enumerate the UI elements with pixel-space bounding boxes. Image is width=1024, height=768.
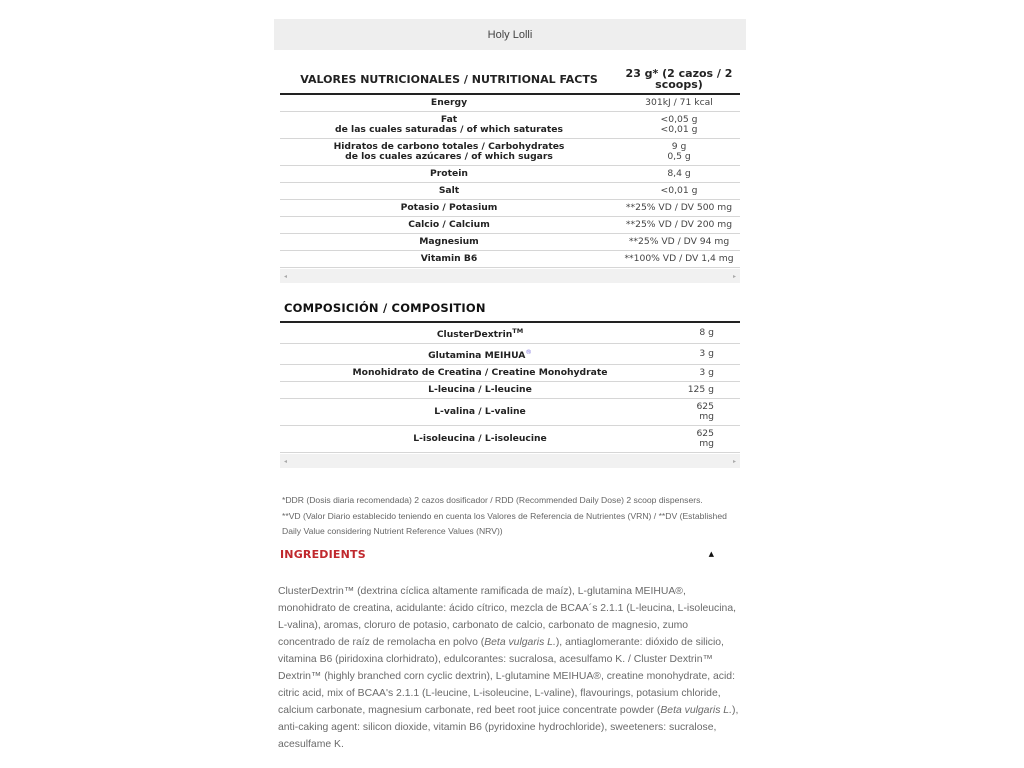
ingredient-label: L-isoleucina / L-isoleucine — [280, 426, 680, 453]
nutrient-value: <0,01 g — [618, 183, 740, 200]
table-row — [280, 426, 740, 453]
nutrient-value: 8,4 g — [618, 166, 740, 183]
nutrition-header-label: VALORES NUTRICIONALES / NUTRITIONAL FACTS — [280, 68, 618, 94]
nutrition-header-serving: 23 g* (2 cazos / 2 scoops) — [618, 68, 740, 94]
nutrient-value: <0,05 g <0,01 g — [618, 112, 740, 139]
ingredient-label: ClusterDextrin™ — [280, 322, 680, 344]
footnote-vd: **VD (Valor Diario establecido teniendo en cuenta los Valores de Referencia de Nutrientes (VRN) / **DV (Established Daily Value considering Nutrient Reference Values (NRV)) — [282, 510, 727, 537]
composition-table — [280, 320, 740, 453]
caret-up-icon[interactable]: ▲ — [708, 550, 714, 559]
footnote-ddr: *DDR (Dosis diaria recomendada) 2 cazos dosificador / RDD (Recommended Daily Dose) 2 scoop dispensers. — [282, 495, 703, 506]
ingredient-amount: 3 g — [680, 365, 740, 382]
table-row — [280, 112, 740, 139]
table-row — [280, 217, 740, 234]
nutrient-label: Energy — [280, 94, 618, 112]
table-row — [280, 234, 740, 251]
scroll-left-icon[interactable]: ◂ — [284, 272, 288, 280]
table-row — [280, 183, 740, 200]
table-row — [280, 322, 740, 344]
nutrition-table-scrollbar[interactable] — [280, 269, 740, 283]
table-row — [280, 94, 740, 112]
flavor-label: Holy Lolli — [487, 28, 533, 41]
nutrient-value: **100% VD / DV 1,4 mg — [618, 251, 740, 268]
nutrition-table-container — [280, 68, 740, 268]
table-row — [280, 399, 740, 426]
scroll-right-icon[interactable]: ▸ — [732, 457, 736, 465]
table-row — [280, 166, 740, 183]
ingredient-label: Monohidrato de Creatina / Creatine Monohydrate — [280, 365, 680, 382]
ingredients-title: INGREDIENTS — [280, 547, 366, 561]
nutrition-header-row — [280, 68, 740, 94]
table-row — [280, 382, 740, 399]
scroll-left-icon[interactable]: ◂ — [284, 457, 288, 465]
ingredient-amount: 625 mg — [680, 399, 740, 426]
nutrient-label: Fat de las cuales saturadas / of which saturates — [280, 112, 618, 139]
nutrient-value: **25% VD / DV 94 mg — [618, 234, 740, 251]
ingredient-amount: 3 g — [680, 344, 740, 365]
nutrient-value: **25% VD / DV 500 mg — [618, 200, 740, 217]
ingredient-amount: 125 g — [680, 382, 740, 399]
nutrient-label: Hidratos de carbono totales / Carbohydrates de los cuales azúcares / of which sugars — [280, 139, 618, 166]
nutrient-value: 9 g 0,5 g — [618, 139, 740, 166]
nutrient-label: Calcio / Calcium — [280, 217, 618, 234]
table-row — [280, 251, 740, 268]
composition-table-scrollbar[interactable] — [280, 454, 740, 468]
table-row — [280, 344, 740, 365]
footnotes — [282, 493, 738, 540]
table-row — [280, 200, 740, 217]
scroll-right-icon[interactable]: ▸ — [732, 272, 736, 280]
composition-table-container — [280, 320, 740, 453]
ingredient-label: L-valina / L-valine — [280, 399, 680, 426]
table-row — [280, 365, 740, 382]
nutrient-label: Salt — [280, 183, 618, 200]
nutrient-label: Magnesium — [280, 234, 618, 251]
nutrient-value: 301kJ / 71 kcal — [618, 94, 740, 112]
ingredient-amount: 8 g — [680, 322, 740, 344]
nutrient-label: Vitamin B6 — [280, 251, 618, 268]
flavor-tab[interactable] — [274, 19, 746, 50]
nutrient-value: **25% VD / DV 200 mg — [618, 217, 740, 234]
ingredients-text: ClusterDextrin™ (dextrina cíclica altamente ramificada de maíz), L-glutamina MEIHUA®, monohidrato de creatina, acidulante: ácido cítrico, mezcla de BCAA´s 2.1.1 (L-leucina, L-isoleucina, L-valina), aromas, cloruro de potasio, carbonato de calcio, carbonato de magnesio, zumo concentrado de raíz de remolacha en polvo (Beta vulgaris L.), antiaglomerante: dióxido de silicio, vitamina B6 (piridoxina clorhidrato), edulcorantes: sucralosa, acesulfamo K. / Cluster Dextrin™ Dextrin™ (highly branched corn cyclic dextrin), L-glutamine MEIHUA®, creatine monohydrate, acid: citric acid, mix of BCAA's 2.1.1 (L-leucine, L-isoleucine, L-valine), flavourings, potasium chloride, calcium carbonate, magnesium carbonate, red beet root juice concentrate powder (Beta vulgaris L.), anti-caking agent: silicon dioxide, vitamin B6 (pyridoxine hydrochloride), sweeteners: sucralose, acesulfame K. — [278, 585, 739, 751]
nutrition-table — [280, 68, 740, 268]
composition-title: COMPOSICIÓN / COMPOSITION — [284, 301, 486, 315]
table-row — [280, 139, 740, 166]
ingredient-label: L-leucina / L-leucine — [280, 382, 680, 399]
nutrient-label: Protein — [280, 166, 618, 183]
nutrient-label: Potasio / Potasium — [280, 200, 618, 217]
ingredients-accordion-header[interactable] — [280, 548, 738, 561]
product-info-panel — [274, 19, 746, 754]
ingredient-label: Glutamina MEIHUA® — [280, 344, 680, 365]
ingredient-amount: 625 mg — [680, 426, 740, 453]
